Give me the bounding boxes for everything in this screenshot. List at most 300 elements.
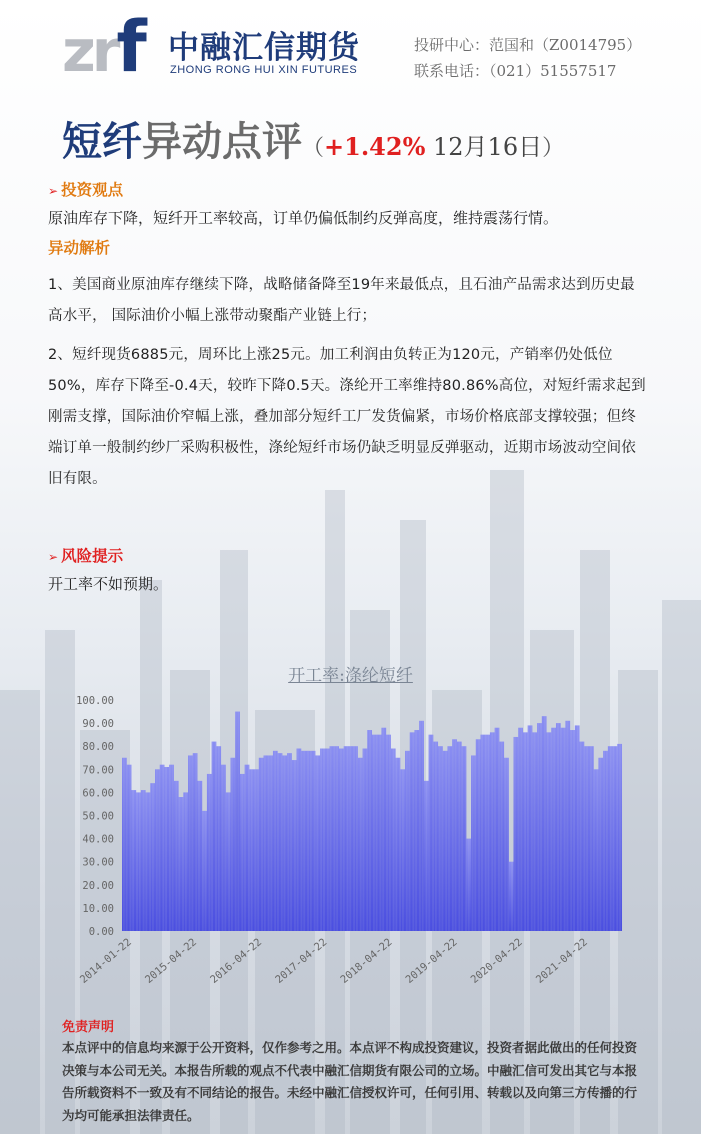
data-bar	[251, 769, 252, 931]
data-bar	[289, 753, 290, 931]
data-bar	[195, 753, 196, 931]
phone-line: 联系电话：（021）51557517	[414, 62, 617, 80]
data-bar	[238, 712, 239, 931]
data-bar	[148, 792, 149, 931]
data-bar	[580, 742, 581, 931]
data-bar	[562, 728, 563, 931]
data-bar	[614, 746, 615, 931]
data-bar	[506, 758, 507, 931]
data-bar	[596, 769, 597, 931]
data-bar	[594, 769, 595, 931]
y-tick-label: 40.00	[82, 833, 114, 846]
data-bar	[590, 746, 591, 931]
disclaimer-heading: 免责声明	[62, 1020, 115, 1035]
data-bar	[488, 735, 489, 931]
data-bar	[381, 728, 382, 931]
data-bar	[183, 792, 184, 931]
data-bar	[304, 751, 305, 931]
y-tick-label: 0.00	[88, 926, 114, 938]
data-bar	[605, 751, 606, 931]
data-bar	[192, 755, 193, 931]
data-bar	[157, 769, 158, 931]
company-logo	[62, 6, 382, 88]
data-bar	[154, 783, 155, 931]
data-bar	[593, 746, 594, 931]
data-bar	[272, 755, 273, 931]
data-bar	[159, 769, 160, 931]
data-bar	[260, 758, 261, 931]
data-bar	[571, 730, 572, 931]
data-bar	[496, 728, 497, 931]
data-bar	[373, 735, 374, 931]
data-bar	[556, 723, 557, 931]
data-bar	[417, 730, 418, 931]
data-bar	[420, 721, 421, 931]
data-bar	[404, 769, 405, 931]
data-bar	[600, 758, 601, 931]
data-bar	[230, 758, 231, 931]
utilization-bar-chart	[60, 688, 640, 998]
data-bar	[314, 751, 315, 931]
data-bar	[364, 749, 365, 931]
data-bar	[433, 742, 434, 931]
data-bar	[208, 774, 209, 931]
data-bar	[365, 749, 366, 931]
data-bar	[127, 765, 128, 931]
data-bar	[312, 751, 313, 931]
data-bar	[300, 749, 301, 931]
risk-text: 开工率不如预期。	[48, 575, 169, 593]
y-tick-label: 50.00	[82, 810, 114, 823]
data-bar	[534, 732, 535, 931]
data-bar	[399, 758, 400, 931]
data-bar	[350, 746, 351, 931]
data-bar	[173, 765, 174, 931]
data-bar	[380, 735, 381, 931]
data-bar	[555, 728, 556, 931]
data-bar	[502, 742, 503, 931]
data-bar	[320, 749, 321, 931]
arrow-icon: ➢	[48, 550, 59, 564]
data-bar	[615, 746, 616, 931]
data-bar	[497, 728, 498, 931]
data-bar	[338, 746, 339, 931]
data-bar	[469, 839, 470, 931]
x-tick-label: 2016-04-22	[208, 936, 265, 986]
data-bar	[324, 749, 325, 931]
data-bar	[462, 746, 463, 931]
data-bar	[509, 862, 510, 931]
data-bar	[544, 716, 545, 931]
data-bar	[591, 746, 592, 931]
data-bar	[215, 742, 216, 931]
data-bar	[476, 739, 477, 931]
y-tick-label: 10.00	[82, 902, 114, 915]
analysis-point-2: 2、短纤现货6885元，周环比上涨25元。加工利润由负转正为120元，产销率仍处低位50%，库存下降至-0.4天，较昨下降0.5天。涤纶开工率维持80.86%高位，对短纤需求起到刚需支撑，国际油价窄幅上涨，叠加部分短纤工厂发货偏紧，市场价格底部支撑较强；但终端订单一般制约纱厂采购积极性，涤纶短纤市场仍缺乏明显反弹驱动，近期市场波动空间依旧有限。	[48, 347, 646, 487]
data-bar	[598, 758, 599, 931]
data-bar	[170, 765, 171, 931]
data-bar	[564, 728, 565, 931]
data-bar	[376, 735, 377, 931]
data-bar	[486, 735, 487, 931]
data-bar	[367, 730, 368, 931]
data-bar	[411, 732, 412, 931]
data-bar	[220, 746, 221, 931]
data-bar	[123, 758, 124, 931]
data-bar	[545, 716, 546, 931]
data-bar	[221, 765, 222, 931]
data-bar	[164, 767, 165, 931]
data-bar	[519, 728, 520, 931]
data-bar	[160, 765, 161, 931]
data-bar	[219, 746, 220, 931]
data-bar	[161, 765, 162, 931]
data-bar	[450, 746, 451, 931]
data-bar	[419, 721, 420, 931]
data-bar	[480, 735, 481, 931]
data-bar	[247, 765, 248, 931]
data-bar	[286, 755, 287, 931]
data-bar	[141, 790, 142, 931]
data-bar	[435, 742, 436, 931]
data-bar	[294, 760, 295, 931]
data-bar	[242, 774, 243, 931]
data-bar	[542, 716, 543, 931]
logo-chinese-name: 中融汇信期货	[168, 30, 360, 66]
data-bar	[422, 721, 423, 931]
data-bar	[360, 758, 361, 931]
data-bar	[572, 730, 573, 931]
chart-title: 开工率:涤纶短纤	[288, 666, 413, 686]
data-bar	[558, 723, 559, 931]
data-bar	[298, 749, 299, 931]
data-bar	[567, 721, 568, 931]
data-bar	[169, 765, 170, 931]
data-bar	[203, 811, 204, 931]
data-bar	[273, 751, 274, 931]
data-bar	[328, 749, 329, 931]
data-bar	[179, 797, 180, 931]
data-bar	[383, 728, 384, 931]
data-bar	[529, 725, 530, 931]
data-bar	[153, 783, 154, 931]
data-bar	[185, 792, 186, 931]
x-tick-label: 2017-04-22	[273, 936, 330, 986]
report-title	[62, 110, 564, 167]
data-bar	[389, 735, 390, 931]
data-bar	[482, 735, 483, 931]
data-bar	[319, 755, 320, 931]
data-bar	[582, 742, 583, 931]
data-bar	[584, 746, 585, 931]
data-bar	[401, 769, 402, 931]
data-bar	[207, 774, 208, 931]
data-bar	[143, 790, 144, 931]
data-bar	[311, 751, 312, 931]
data-bar	[613, 746, 614, 931]
x-tick-label: 2014-01-22	[77, 936, 134, 986]
data-bar	[285, 755, 286, 931]
data-bar	[213, 742, 214, 931]
data-bar	[193, 753, 194, 931]
data-bar	[602, 758, 603, 931]
data-bar	[241, 774, 242, 931]
data-bar	[135, 790, 136, 931]
data-bar	[344, 746, 345, 931]
data-bar	[151, 783, 152, 931]
data-bar	[305, 751, 306, 931]
data-bar	[315, 755, 316, 931]
data-bar	[501, 742, 502, 931]
data-bar	[535, 732, 536, 931]
data-bar	[541, 723, 542, 931]
data-bar	[334, 746, 335, 931]
data-bar	[295, 760, 296, 931]
y-tick-label: 60.00	[82, 787, 114, 800]
data-bar	[340, 749, 341, 931]
data-bar	[524, 732, 525, 931]
data-bar	[371, 730, 372, 931]
data-bar	[465, 746, 466, 931]
data-bar	[384, 728, 385, 931]
data-bar	[297, 749, 298, 931]
data-bar	[258, 769, 259, 931]
data-bar	[531, 725, 532, 931]
data-bar	[459, 742, 460, 931]
data-bar	[134, 790, 135, 931]
data-bar	[278, 753, 279, 931]
data-bar	[180, 797, 181, 931]
data-bar	[610, 746, 611, 931]
data-bar	[274, 751, 275, 931]
data-bar	[588, 746, 589, 931]
data-bar	[335, 746, 336, 931]
data-bar	[288, 753, 289, 931]
data-bar	[313, 751, 314, 931]
data-bar	[291, 753, 292, 931]
y-tick-label: 70.00	[82, 764, 114, 777]
data-bar	[452, 739, 453, 931]
data-bar	[570, 730, 571, 931]
x-tick-label: 2015-04-22	[142, 936, 200, 986]
data-bar	[621, 744, 622, 931]
data-bar	[232, 758, 233, 931]
data-bar	[209, 774, 210, 931]
data-bar	[378, 735, 379, 931]
data-bar	[397, 758, 398, 931]
data-bar	[163, 765, 164, 931]
data-bar	[194, 753, 195, 931]
data-bar	[358, 758, 359, 931]
data-bar	[228, 792, 229, 931]
report-date: 12月16日	[425, 133, 543, 161]
data-bar	[444, 751, 445, 931]
data-bar	[330, 746, 331, 931]
data-bar	[581, 742, 582, 931]
data-bar	[205, 811, 206, 931]
data-bar	[589, 746, 590, 931]
risk-heading: ➢ 风险提示	[48, 547, 124, 565]
data-bar	[354, 746, 355, 931]
data-bar	[550, 732, 551, 931]
data-bar	[475, 755, 476, 931]
data-bar	[436, 742, 437, 931]
data-bar	[255, 769, 256, 931]
analysis-heading: 异动解析	[48, 239, 111, 257]
data-bar	[131, 790, 132, 931]
data-bar	[124, 758, 125, 931]
data-bar	[155, 769, 156, 931]
data-bar	[337, 746, 338, 931]
data-bar	[521, 728, 522, 931]
data-bar	[322, 749, 323, 931]
data-bar	[483, 735, 484, 931]
data-bar	[560, 723, 561, 931]
data-bar	[218, 746, 219, 931]
data-bar	[128, 765, 129, 931]
data-bar	[347, 746, 348, 931]
data-bar	[518, 728, 519, 931]
data-bar	[326, 749, 327, 931]
data-bar	[226, 792, 227, 931]
data-bar	[466, 839, 467, 931]
data-bar	[293, 760, 294, 931]
data-bar	[393, 749, 394, 931]
data-bar	[407, 751, 408, 931]
data-bar	[181, 797, 182, 931]
data-bar	[539, 723, 540, 931]
data-bar	[583, 742, 584, 931]
data-bar	[310, 751, 311, 931]
data-bar	[150, 783, 151, 931]
data-bar	[607, 751, 608, 931]
data-bar	[577, 725, 578, 931]
data-bar	[275, 751, 276, 931]
data-bar	[189, 755, 190, 931]
data-bar	[620, 744, 621, 931]
title-type: 异动点评	[142, 118, 302, 165]
logo-mark: zrf	[62, 6, 143, 88]
data-bar	[547, 732, 548, 931]
data-bar	[473, 755, 474, 931]
data-bar	[416, 730, 417, 931]
data-bar	[166, 767, 167, 931]
data-bar	[325, 749, 326, 931]
data-bar	[276, 751, 277, 931]
data-bar	[445, 751, 446, 931]
data-bar	[406, 751, 407, 931]
data-bar	[182, 797, 183, 931]
data-bar	[229, 792, 230, 931]
title-product: 短纤	[62, 118, 142, 165]
data-bar	[574, 730, 575, 931]
data-bar	[234, 758, 235, 931]
data-bar	[253, 769, 254, 931]
data-bar	[299, 749, 300, 931]
data-bar	[528, 725, 529, 931]
data-bar	[537, 723, 538, 931]
data-bar	[225, 765, 226, 931]
data-bar	[332, 746, 333, 931]
data-bar	[491, 732, 492, 931]
data-bar	[412, 732, 413, 931]
data-bar	[199, 781, 200, 931]
data-bar	[616, 746, 617, 931]
data-bar	[587, 746, 588, 931]
data-bar	[479, 739, 480, 931]
data-bar	[355, 746, 356, 931]
data-bar	[458, 742, 459, 931]
data-bar	[210, 774, 211, 931]
data-bar	[248, 765, 249, 931]
data-bar	[202, 811, 203, 931]
x-tick-label: 2018-04-22	[338, 936, 395, 986]
data-bar	[331, 746, 332, 931]
data-bar	[292, 760, 293, 931]
data-bar	[410, 732, 411, 931]
data-bar	[493, 732, 494, 931]
y-tick-label: 30.00	[82, 856, 114, 869]
data-bar	[495, 728, 496, 931]
data-bar	[236, 712, 237, 931]
data-bar	[377, 735, 378, 931]
data-bar	[503, 742, 504, 931]
disclaimer-text: 本点评中的信息均来源于公开资料，仅作参考之用。本点评不构成投资建议，投资者据此做出的任何投资决策与本公司无关。本报告所载的观点不代表中融汇信期货有限公司的立场。中融汇信可发出其它与本报告所载资料不一致及有不同结论的报告。未经中融汇信授权许可，任何引用、转载以及向第三方传播的行为均可能承担法律责任。	[62, 1040, 638, 1123]
data-bar	[254, 769, 255, 931]
title-open-paren: （	[302, 136, 325, 161]
data-bar	[137, 792, 138, 931]
data-bar	[287, 753, 288, 931]
data-bar	[489, 735, 490, 931]
data-bar	[327, 749, 328, 931]
data-bar	[470, 839, 471, 931]
data-bar	[308, 751, 309, 931]
data-bar	[517, 737, 518, 931]
data-bar	[142, 790, 143, 931]
data-bar	[175, 781, 176, 931]
data-bar	[188, 755, 189, 931]
data-bar	[206, 811, 207, 931]
view-heading: ➢ 投资观点	[48, 181, 124, 199]
data-bar	[457, 742, 458, 931]
data-bar	[302, 751, 303, 931]
data-bar	[370, 730, 371, 931]
data-bar	[386, 735, 387, 931]
data-bar	[515, 737, 516, 931]
data-bar	[472, 755, 473, 931]
data-bar	[387, 735, 388, 931]
data-bar	[463, 746, 464, 931]
data-bar	[391, 749, 392, 931]
data-bar	[245, 765, 246, 931]
data-bar	[162, 765, 163, 931]
data-bar	[266, 755, 267, 931]
data-bar	[468, 839, 469, 931]
data-bar	[526, 732, 527, 931]
data-bar	[177, 781, 178, 931]
data-bar	[268, 755, 269, 931]
data-bar	[301, 751, 302, 931]
data-bar	[437, 742, 438, 931]
data-bar	[281, 753, 282, 931]
data-bar	[168, 767, 169, 931]
data-bar	[425, 781, 426, 931]
data-bar	[144, 790, 145, 931]
data-bar	[246, 765, 247, 931]
data-bar	[130, 765, 131, 931]
data-bar	[438, 746, 439, 931]
data-bar	[523, 732, 524, 931]
